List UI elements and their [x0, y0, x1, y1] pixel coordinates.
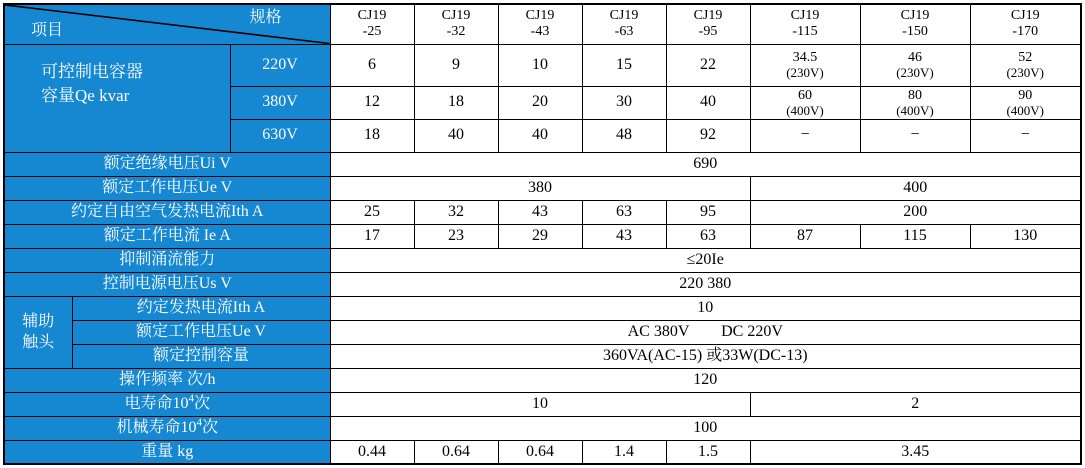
- value-cell: 130: [970, 224, 1081, 248]
- corner-cell: [4, 4, 330, 44]
- model-size: -170: [1012, 24, 1039, 40]
- value-cell: [860, 86, 970, 119]
- value-cell: 10: [330, 296, 1081, 320]
- qe-220v-row: [4, 44, 1081, 86]
- value-main: 46: [908, 50, 922, 65]
- value-cell: [750, 44, 860, 86]
- model-size: -25: [362, 24, 382, 40]
- value-cell: −: [750, 119, 860, 152]
- value-main: 60: [798, 87, 812, 103]
- model-size: -115: [792, 24, 818, 40]
- value-cell: 9: [414, 44, 498, 86]
- model-series: CJ19: [900, 8, 930, 24]
- value-cell: 10: [498, 44, 582, 86]
- model-size: -32: [446, 24, 466, 40]
- qe-label-line2: 容量Qe kvar: [41, 85, 130, 105]
- value-cell: AC 380V DC 220V: [330, 320, 1081, 344]
- voltage-label-630v: 630V: [230, 119, 330, 152]
- value-cell: −: [860, 119, 970, 152]
- value-cell: 18: [414, 86, 498, 119]
- value-cell: 17: [330, 224, 414, 248]
- value-cell: 22: [666, 44, 750, 86]
- mechanical-life-text: 机械寿命10: [116, 418, 197, 436]
- value-cell: 63: [582, 200, 666, 224]
- value-cell: 120: [330, 368, 1081, 392]
- value-cell: 20: [498, 86, 582, 119]
- model-header: [750, 4, 860, 44]
- model-size: -150: [902, 24, 928, 40]
- ie-row: [4, 224, 1081, 248]
- row-label-aux-capacity: 额定控制容量: [72, 344, 330, 368]
- row-label-ith: 约定自由空气发热电流Ith A: [4, 200, 330, 224]
- model-series: CJ19: [609, 8, 639, 24]
- row-label-aux-ue: 额定工作电压Ue V: [72, 320, 330, 344]
- inrush-row: [4, 248, 1081, 272]
- value-cell: 0.64: [414, 440, 498, 464]
- value-main: 52: [1018, 50, 1033, 65]
- value-cell: 6: [330, 44, 414, 86]
- row-label-mechanical-life: [4, 416, 330, 440]
- value-note: (230V): [896, 65, 934, 80]
- corner-spec-label: 规格: [249, 9, 282, 26]
- qe-label-line1: 可控制电容器: [41, 61, 143, 81]
- aux-group-line1: 辅助: [22, 313, 55, 330]
- qe-section-label: [4, 44, 230, 152]
- value-cell: 2: [750, 392, 1081, 416]
- value-note: (400V): [786, 102, 824, 118]
- model-series: CJ19: [525, 8, 555, 24]
- aux-group-label: [4, 296, 72, 368]
- value-cell: 43: [498, 200, 582, 224]
- voltage-label-220v: 220V: [230, 44, 330, 86]
- mechanical-life-exponent: 4: [196, 416, 202, 429]
- value-cell: 10: [330, 392, 750, 416]
- value-cell: 40: [666, 86, 750, 119]
- model-series: CJ19: [357, 8, 387, 24]
- value-cell: 1.5: [666, 440, 750, 464]
- model-header: [666, 4, 750, 44]
- model-header: [582, 4, 666, 44]
- row-label-ue: 额定工作电压Ue V: [4, 176, 330, 200]
- value-cell: 15: [582, 44, 666, 86]
- value-cell: [970, 86, 1081, 119]
- value-cell: 40: [498, 119, 582, 152]
- ue-row: [4, 176, 1081, 200]
- aux-ue-row: [4, 320, 1081, 344]
- value-note: (230V): [1006, 65, 1045, 80]
- value-main: 80: [908, 87, 922, 103]
- value-cell: 40: [414, 119, 498, 152]
- value-cell: 25: [330, 200, 414, 224]
- aux-capacity-row: [4, 344, 1081, 368]
- value-cell: 1.4: [582, 440, 666, 464]
- value-cell: 63: [666, 224, 750, 248]
- value-cell: 95: [666, 200, 750, 224]
- value-cell: 100: [330, 416, 1081, 440]
- value-cell: 12: [330, 86, 414, 119]
- value-cell: 87: [750, 224, 860, 248]
- frequency-row: [4, 368, 1081, 392]
- value-cell: 200: [750, 200, 1081, 224]
- value-cell: 0.64: [498, 440, 582, 464]
- electrical-life-text: 电寿命10: [124, 394, 189, 412]
- value-cell: [750, 86, 860, 119]
- value-cell: ≤20Ie: [330, 248, 1081, 272]
- value-cell: 43: [582, 224, 666, 248]
- value-cell: 92: [666, 119, 750, 152]
- value-cell: −: [970, 119, 1081, 152]
- mechanical-life-row: [4, 416, 1081, 440]
- value-cell: 3.45: [750, 440, 1081, 464]
- value-cell: 48: [582, 119, 666, 152]
- electrical-life-row: [4, 392, 1081, 416]
- value-cell: [970, 44, 1081, 86]
- row-label-weight: 重量 kg: [4, 440, 330, 464]
- value-note: (230V): [786, 65, 824, 80]
- model-header: [970, 4, 1081, 44]
- row-label-electrical-life: [4, 392, 330, 416]
- row-label-ui: 额定绝缘电压Ui V: [4, 152, 330, 176]
- value-cell: 220 380: [330, 272, 1081, 296]
- cj19-spec-table: [3, 3, 1082, 465]
- model-series: CJ19: [441, 8, 471, 24]
- value-main: 34.5: [792, 50, 818, 65]
- row-label-frequency: 操作频率 次/h: [4, 368, 330, 392]
- value-cell: 380: [330, 176, 750, 200]
- value-note: (400V): [1006, 102, 1045, 118]
- electrical-life-suffix: 次: [194, 394, 211, 412]
- ui-row: [4, 152, 1081, 176]
- model-series: CJ19: [693, 8, 723, 24]
- value-cell: 400: [750, 176, 1081, 200]
- value-cell: 0.44: [330, 440, 414, 464]
- mechanical-life-suffix: 次: [202, 418, 219, 436]
- model-size: -43: [530, 24, 550, 40]
- value-cell: [860, 44, 970, 86]
- weight-row: [4, 440, 1081, 464]
- header-row: [4, 4, 1081, 44]
- row-label-ie: 额定工作电流 Ie A: [4, 224, 330, 248]
- row-label-inrush: 抑制涌流能力: [4, 248, 330, 272]
- aux-group-line2: 触头: [22, 334, 55, 351]
- corner-item-label: 项目: [31, 22, 64, 40]
- row-label-us: 控制电源电压Us V: [4, 272, 330, 296]
- row-label-aux-ith: 约定发热电流Ith A: [72, 296, 330, 320]
- qe-label-block: [5, 45, 230, 108]
- value-main: 90: [1018, 87, 1033, 103]
- ith-row: [4, 200, 1081, 224]
- value-cell: 30: [582, 86, 666, 119]
- model-series: CJ19: [1010, 8, 1040, 24]
- model-size: -63: [614, 24, 634, 40]
- value-cell: 29: [498, 224, 582, 248]
- value-cell: 360VA(AC-15) 或33W(DC-13): [330, 344, 1081, 368]
- value-cell: 18: [330, 119, 414, 152]
- us-row: [4, 272, 1081, 296]
- value-cell: 32: [414, 200, 498, 224]
- model-header: [414, 4, 498, 44]
- model-header: [498, 4, 582, 44]
- electrical-life-exponent: 4: [188, 392, 194, 405]
- model-size: -95: [698, 24, 718, 40]
- voltage-label-380v: 380V: [230, 86, 330, 119]
- model-header: [330, 4, 414, 44]
- model-series: CJ19: [790, 8, 820, 24]
- aux-ith-row: [4, 296, 1081, 320]
- value-cell: 690: [330, 152, 1081, 176]
- model-header: [860, 4, 970, 44]
- value-note: (400V): [896, 102, 934, 118]
- value-cell: 115: [860, 224, 970, 248]
- value-cell: 23: [414, 224, 498, 248]
